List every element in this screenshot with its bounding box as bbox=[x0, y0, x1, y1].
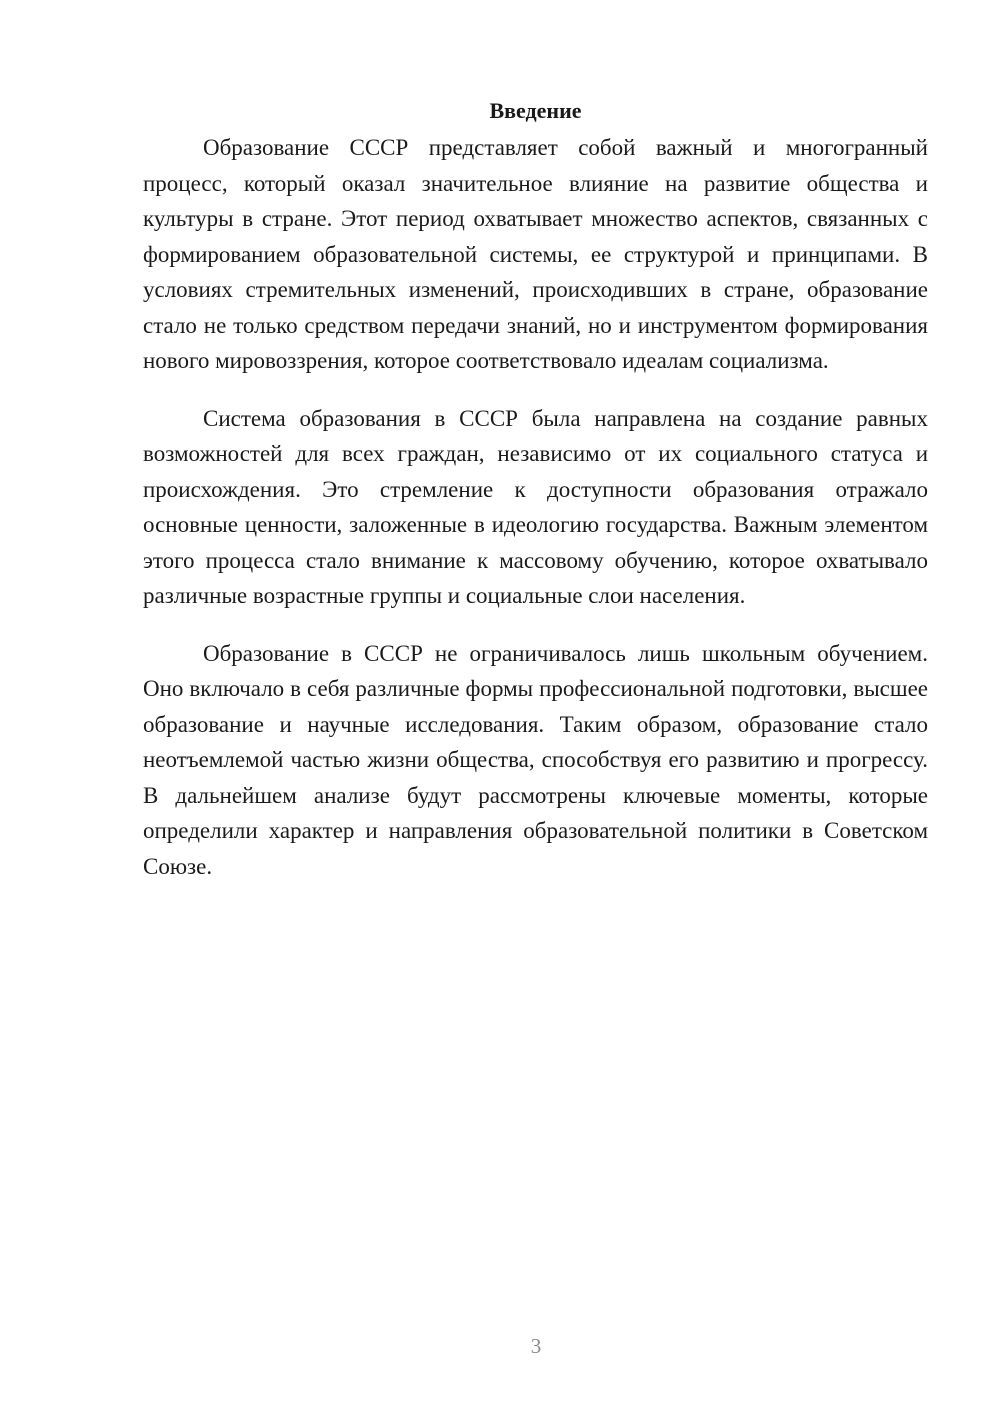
page-number: 3 bbox=[530, 1334, 542, 1358]
paragraph-1: Образование СССР представляет собой важный и многогранный процесс, который оказал значительное влияние на развитие общества и культуры в стране. Этот период охватывает множество аспектов, связанных с формированием образовательной системы, ее структурой и принципами. В условиях стремительных изменений, происходивших в стране, образование стало не только средством передачи знаний, но и инструментом формирования нового мировоззрения, которое соответствовало идеалам социализма. bbox=[143, 135, 928, 373]
paragraph-3: Образование в СССР не ограничивалось лишь школьным обучением. Оно включало в себя различные формы профессиональной подготовки, высшее образование и научные исследования. Таким образом, образование стало неотъемлемой частью жизни общества, способствуя его развитию и прогрессу. В дальнейшем анализе будут рассмотрены ключевые моменты, которые определили характер и направления образовательной политики в Советском Союзе. bbox=[143, 640, 928, 879]
page-content bbox=[143, 93, 928, 906]
paragraph-2: Система образования в СССР была направлена на создание равных возможностей для всех граждан, независимо от их социального статуса и происхождения. Это стремление к доступности образования отражало основные ценности, заложенные в идеологию государства. Важным элементом этого процесса стало внимание к массовому обучению, которое охватывало различные возрастные группы и социальные слои населения. bbox=[143, 405, 928, 608]
section-heading: Введение bbox=[489, 98, 582, 123]
